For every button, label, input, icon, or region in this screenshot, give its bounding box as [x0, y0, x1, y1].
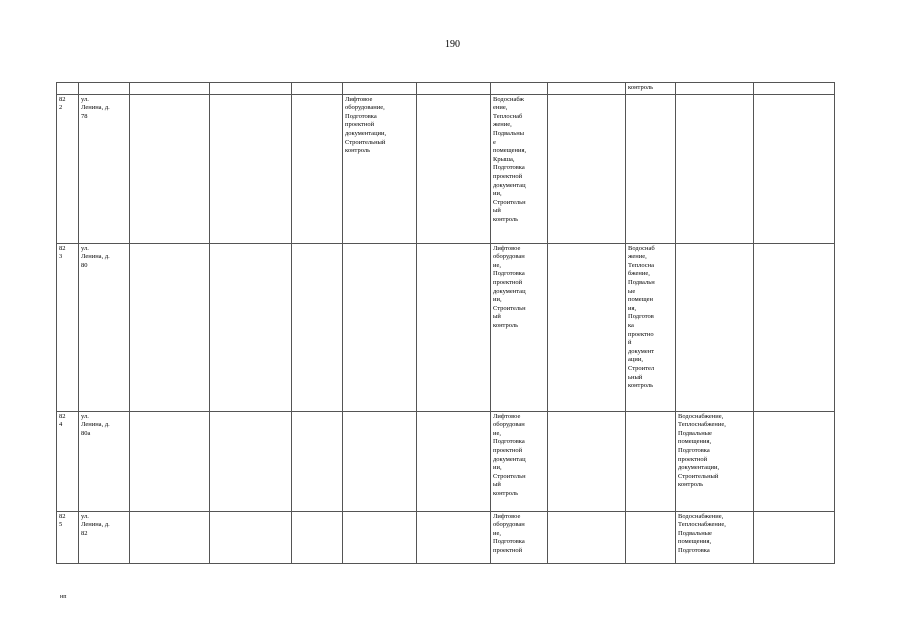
- table-cell-c4: [210, 83, 292, 95]
- table-cell-address: [79, 94, 130, 243]
- table-cell-c7: [417, 511, 491, 563]
- cell-text: ул. Ленина, д. 80: [81, 244, 110, 269]
- cell-text: Лифтовое оборудован ие, Подготовка проектной документац ии, Строительн ый контроль: [493, 412, 526, 497]
- table-cell-c10: [626, 83, 676, 95]
- table-cell-c7: [417, 83, 491, 95]
- table-cell-c4: [210, 511, 292, 563]
- table-cell-c4: [210, 94, 292, 243]
- cell-text: 82 5: [59, 512, 66, 529]
- table-cell-c4: [210, 411, 292, 511]
- table-cell-c5: [292, 83, 343, 95]
- cell-text: Водоснабжение, Теплоснабжение, Подвальные помещения, Подготовка проектной документации, Строительный контроль: [678, 412, 726, 489]
- table-cell-address: [79, 411, 130, 511]
- table-row: [57, 83, 835, 95]
- table-cell-c11: [676, 243, 754, 411]
- table-cell-c7: [417, 243, 491, 411]
- table-cell-no: [57, 511, 79, 563]
- cell-text: 82 3: [59, 244, 66, 261]
- cell-text: ул. Ленина, д. 78: [81, 95, 110, 120]
- table-cell-c3: [130, 411, 210, 511]
- table-cell-c6: [343, 411, 417, 511]
- cell-text: 82 2: [59, 95, 66, 112]
- table-cell-c12: [754, 94, 835, 243]
- table-cell-address: [79, 511, 130, 563]
- table-cell-c7: [417, 94, 491, 243]
- table-cell-c8: [491, 243, 548, 411]
- table-cell-c6: [343, 94, 417, 243]
- table-cell-c11: [676, 83, 754, 95]
- table-cell-c8: [491, 83, 548, 95]
- table-cell-c9: [548, 511, 626, 563]
- footer-note: нп: [60, 594, 67, 600]
- table-cell-c9: [548, 411, 626, 511]
- table-cell-c9: [548, 94, 626, 243]
- table-cell-c12: [754, 411, 835, 511]
- table-cell-c5: [292, 243, 343, 411]
- table-cell-c3: [130, 83, 210, 95]
- table-cell-no: [57, 243, 79, 411]
- table-cell-c9: [548, 243, 626, 411]
- table-row: [57, 94, 835, 243]
- table-cell-c10: [626, 511, 676, 563]
- table-cell-no: [57, 94, 79, 243]
- table-cell-c6: [343, 243, 417, 411]
- repair-schedule-table: [56, 82, 835, 564]
- cell-text: 82 4: [59, 412, 66, 429]
- cell-text: Водоснаб жение, Теплосна бжение, Подвальн ые помещен ия, Подготов ка проектно й документ ации, Строител ьный контроль: [628, 244, 655, 390]
- page-number: 190: [445, 39, 460, 50]
- table-cell-c8: [491, 511, 548, 563]
- table-cell-no: [57, 83, 79, 95]
- table-cell-c7: [417, 411, 491, 511]
- table-cell-c10: [626, 243, 676, 411]
- table-cell-c10: [626, 411, 676, 511]
- cell-text: Лифтовое оборудование, Подготовка проектной документации, Строительный контроль: [345, 95, 387, 155]
- cell-text: Лифтовое оборудован ие, Подготовка проектной: [493, 512, 525, 554]
- table-cell-address: [79, 83, 130, 95]
- cell-text: ул. Ленина, д. 82: [81, 512, 110, 537]
- table-cell-c12: [754, 83, 835, 95]
- table-cell-c5: [292, 511, 343, 563]
- table-cell-c12: [754, 511, 835, 563]
- table-cell-c12: [754, 243, 835, 411]
- table-cell-c6: [343, 511, 417, 563]
- table-cell-c9: [548, 83, 626, 95]
- table-cell-c4: [210, 243, 292, 411]
- table-cell-c11: [676, 94, 754, 243]
- table-cell-c3: [130, 94, 210, 243]
- cell-text: Водоснабжение, Теплоснабжение, Подвальные помещения, Подготовка: [678, 512, 726, 554]
- table-cell-c8: [491, 94, 548, 243]
- table-cell-c3: [130, 243, 210, 411]
- table-cell-c8: [491, 411, 548, 511]
- table-row: [57, 411, 835, 511]
- table-cell-c11: [676, 411, 754, 511]
- table-cell-c10: [626, 94, 676, 243]
- table-cell-c6: [343, 83, 417, 95]
- table-cell-c3: [130, 511, 210, 563]
- table-cell-no: [57, 411, 79, 511]
- table-cell-c11: [676, 511, 754, 563]
- table-row: [57, 511, 835, 563]
- cell-text: контроль: [628, 84, 654, 91]
- table-cell-address: [79, 243, 130, 411]
- cell-text: Лифтовое оборудован ие, Подготовка проектной документац ии, Строительн ый контроль: [493, 244, 526, 329]
- table-cell-c5: [292, 94, 343, 243]
- table-row: [57, 243, 835, 411]
- table-cell-c5: [292, 411, 343, 511]
- cell-text: Водоснабж ение, Теплоснаб жение, Подвальны е помещения, Крыша, Подготовка проектной документац ии, Строительн ый контроль: [493, 95, 527, 223]
- cell-text: ул. Ленина, д. 80а: [81, 412, 110, 437]
